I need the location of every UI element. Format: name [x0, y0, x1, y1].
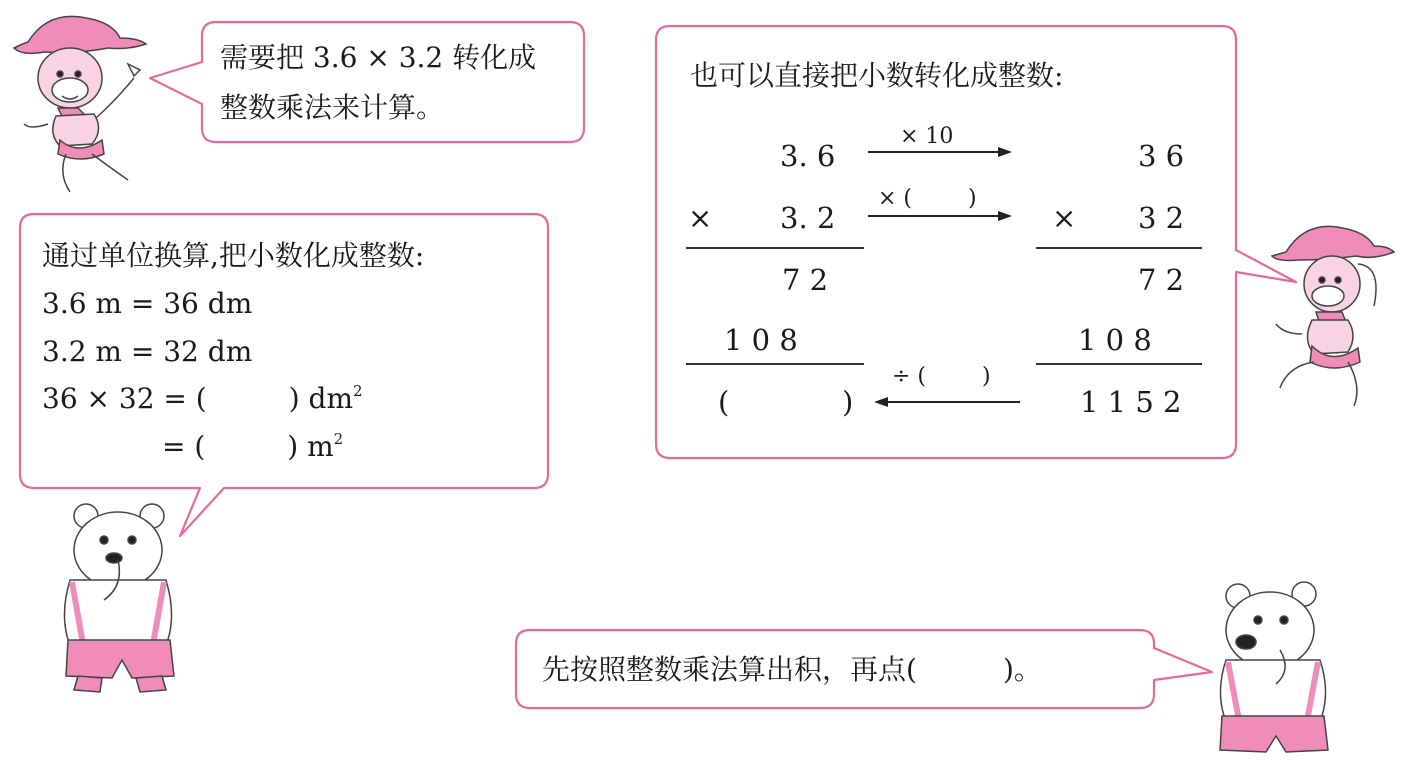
left-partial-2: 1 0 8: [724, 323, 798, 357]
bottom-bubble-text: 先按照整数乘法算出积，再点( )。: [542, 653, 1042, 686]
left-multiplicand: 3. 6: [780, 139, 836, 173]
right-line-1: [1036, 247, 1202, 249]
right-multiplicand: 3 6: [1138, 139, 1185, 173]
right-times-sign: ×: [1052, 201, 1077, 235]
unit-eq3: 36 × 32 = ( ) $dm^2$: [42, 382, 363, 415]
right-multiplier: 3 2: [1138, 201, 1185, 235]
unit-bubble-heading: 通过单位换算,把小数化成整数:: [42, 239, 425, 272]
arrow3-label: ÷ ( ): [892, 364, 991, 389]
unit-eq2: 3.2 m = 32 dm: [42, 335, 253, 368]
left-result-close: ): [842, 385, 854, 419]
arrow2-label: × ( ): [878, 186, 977, 211]
left-multiplier: 3. 2: [780, 201, 836, 235]
right-line-2: [1036, 363, 1202, 365]
right-result: 1 1 5 2: [1080, 385, 1182, 419]
unit-eq1: 3.6 m = 36 dm: [42, 287, 253, 320]
left-times-sign: ×: [688, 201, 713, 235]
unit-eq4: = ( ) $m^2$: [162, 430, 344, 463]
bear-character-icon: [48, 500, 198, 700]
left-partial-1: 7 2: [782, 263, 829, 297]
left-line-2: [686, 363, 864, 365]
arrow1-label: × 10: [900, 124, 954, 149]
monkey-character-icon: [8, 4, 158, 204]
left-result-open: (: [718, 385, 730, 419]
monkey-speech-bubble: [150, 22, 584, 142]
direct-bubble-heading: 也可以直接把小数转化成整数:: [690, 59, 1064, 92]
monkey-right-character-icon: [1262, 216, 1402, 416]
left-line-1: [686, 247, 864, 249]
monkey-bubble-line2: 整数乘法来计算。: [220, 91, 445, 124]
bear-right-character-icon: [1206, 580, 1356, 770]
right-partial-1: 7 2: [1138, 263, 1185, 297]
right-partial-2: 1 0 8: [1078, 323, 1152, 357]
monkey-bubble-line1: 需要把 3.6 × 3.2 转化成: [220, 41, 537, 74]
